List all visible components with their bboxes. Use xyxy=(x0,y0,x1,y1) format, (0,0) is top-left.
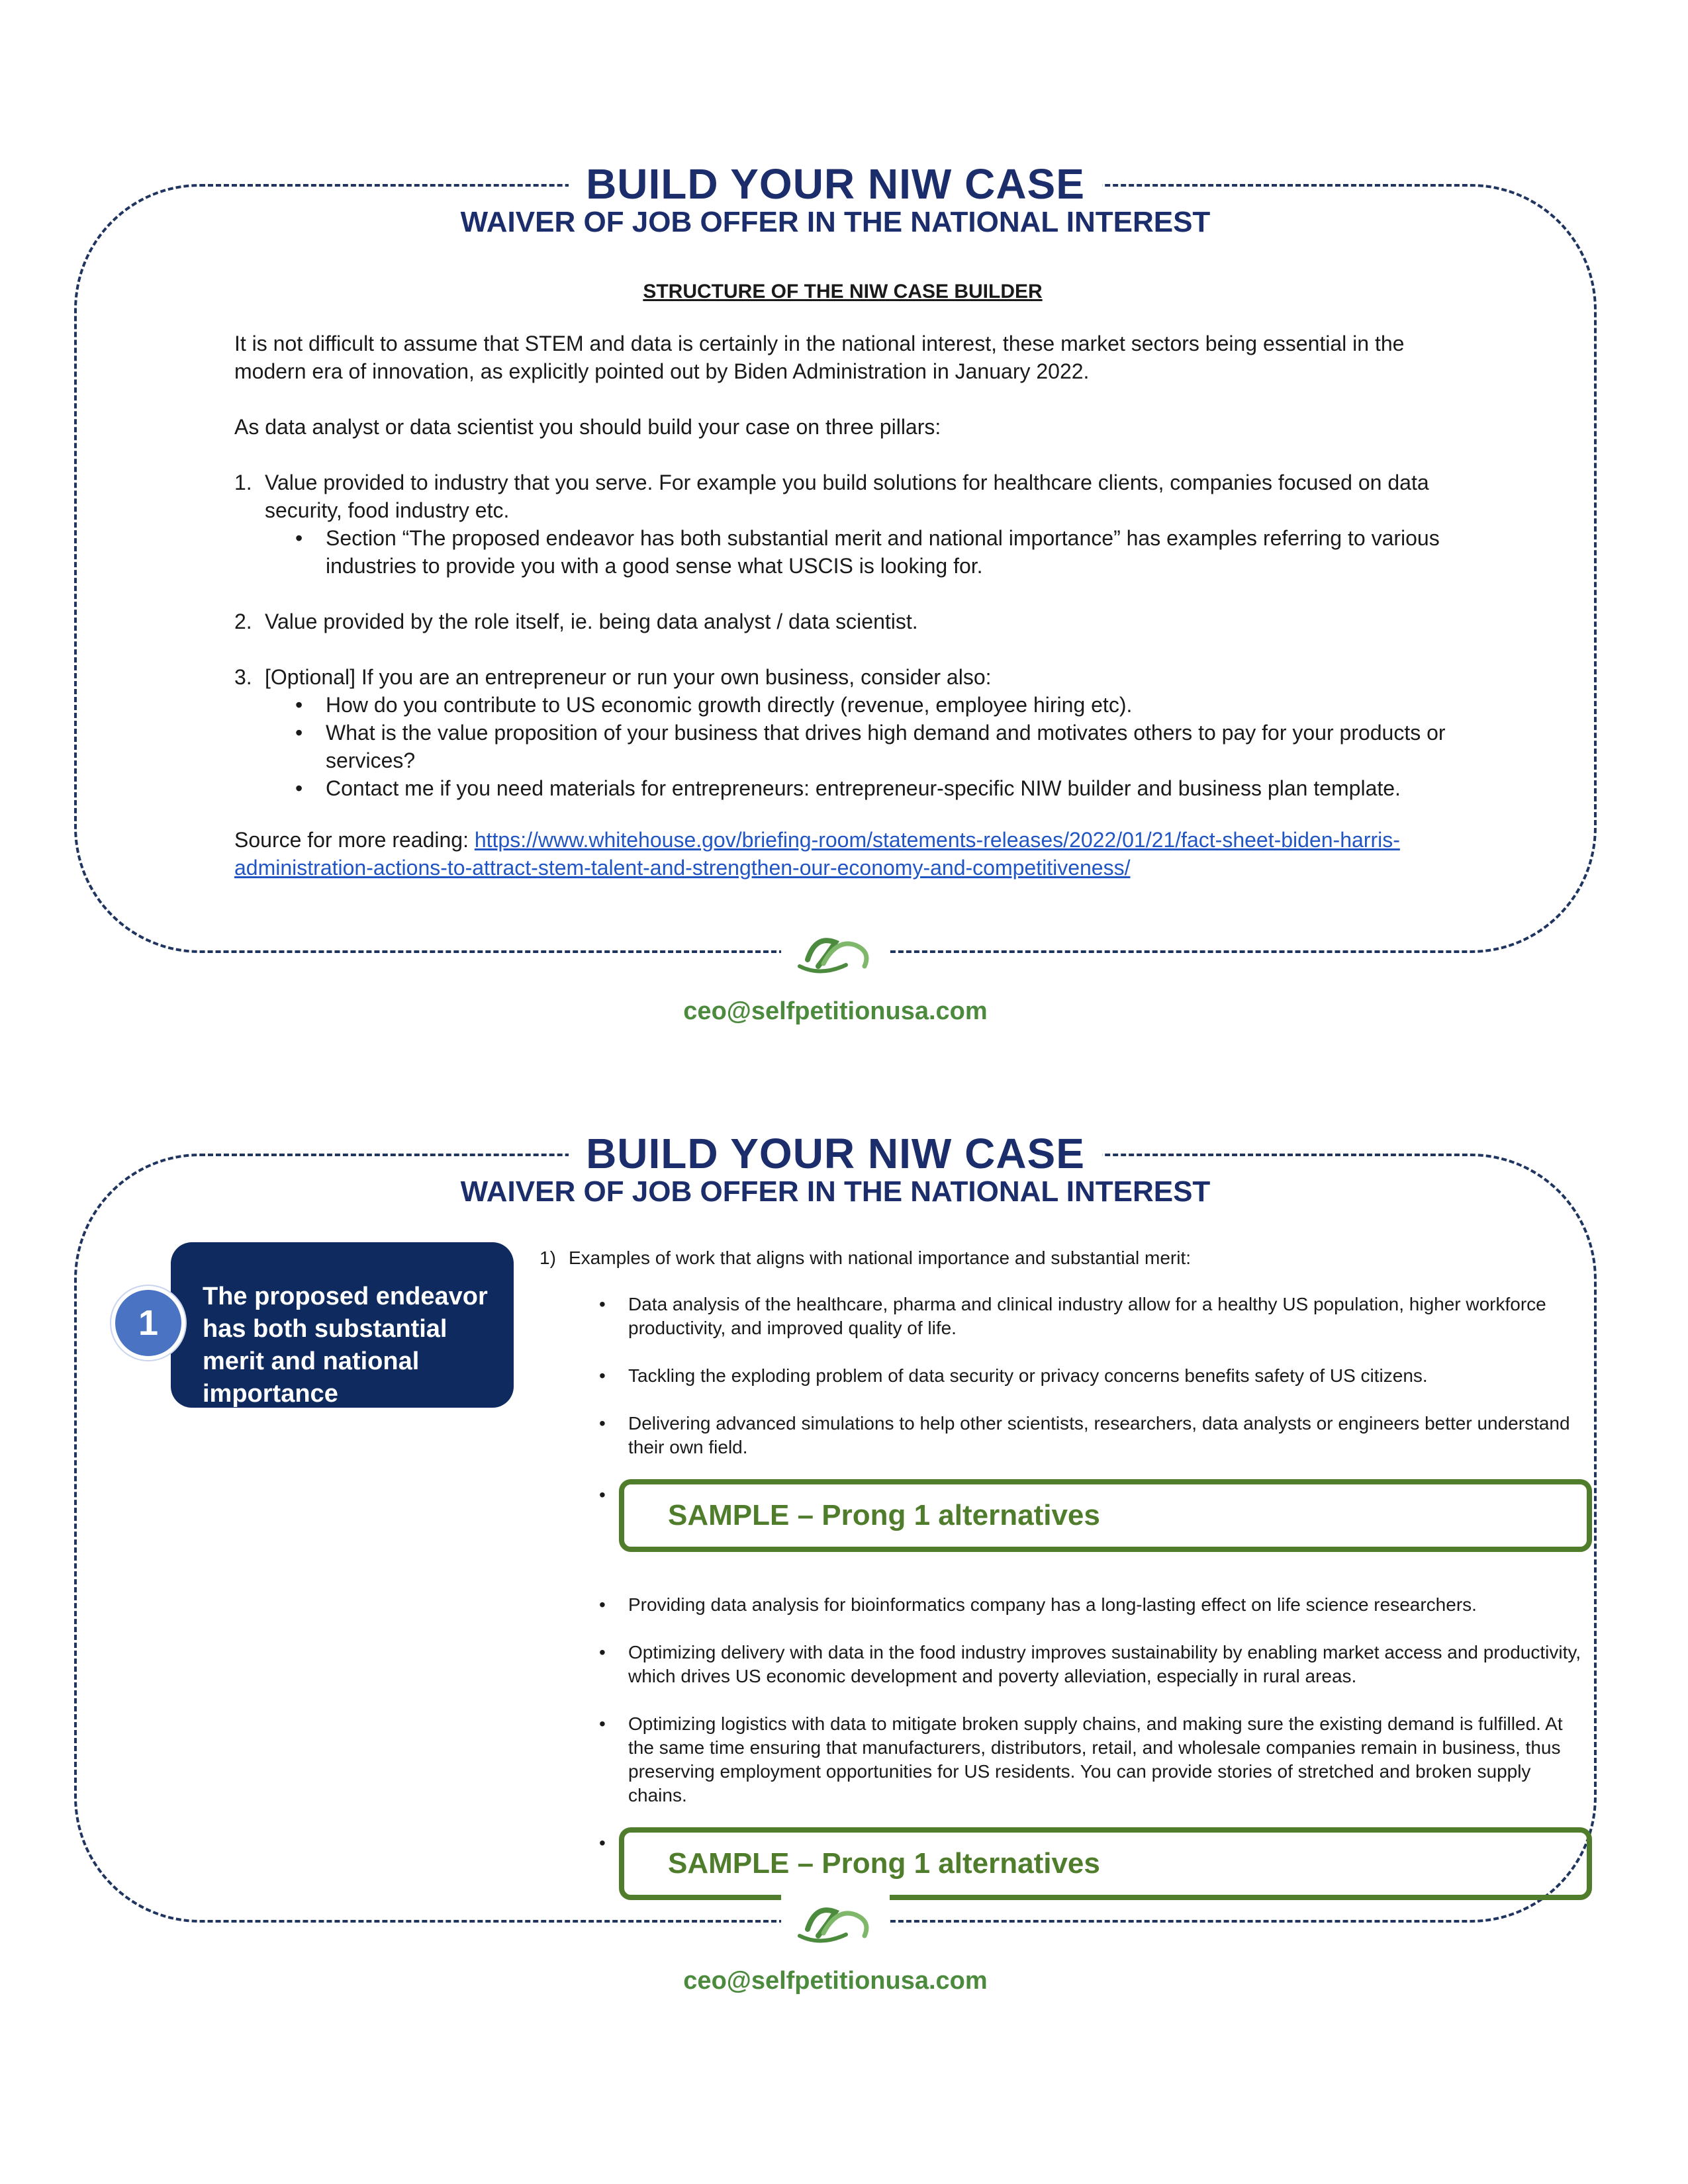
brand-logo-icon xyxy=(781,925,890,981)
pillar-sub-list xyxy=(265,524,1451,580)
card-title: BUILD YOUR NIW CASE xyxy=(569,1128,1102,1179)
examples-intro-text: Examples of work that aligns with national importance and substantial merit: xyxy=(569,1248,1192,1268)
pillar-item xyxy=(234,608,1451,635)
example-item: • Optimizing logistics with data to mitigate broken supply chains, and making sure the existing demand is fulfilled. At the same time ensuring that manufacturers, distributors, retail, and wholesale companies remain in business, thus preserving employment opportunities for US residents. You can provide stories of stretched and broken supply chains. xyxy=(539,1712,1590,1807)
example-item: • Providing data analysis for bioinformatics company has a long-lasting effect on life science researchers. xyxy=(539,1593,1590,1617)
prong-number-badge: 1 xyxy=(111,1286,185,1360)
example-item-sample xyxy=(539,1483,1590,1569)
example-item: • Tackling the exploding problem of data security or privacy concerns benefits safety of US citizens. xyxy=(539,1364,1590,1388)
prong-badge-box: The proposed endeavor has both substantial merit and national importance xyxy=(171,1242,514,1408)
pillar-sub-list xyxy=(265,691,1451,802)
source-link[interactable]: https://www.whitehouse.gov/briefing-room/statements-releases/2022/01/21/fact-sheet-biden-harris-administration-actions-to-attract-stem-talent-and-strengthen-our-economy-and-competitiveness/ xyxy=(234,828,1400,880)
pillar-number: 3. xyxy=(234,665,252,689)
examples-intro xyxy=(539,1246,1590,1270)
pillar-number: 1. xyxy=(234,471,252,494)
card-title: BUILD YOUR NIW CASE xyxy=(569,159,1102,209)
source-label: Source for more reading: xyxy=(234,828,475,852)
examples-number: 1) xyxy=(539,1248,556,1268)
example-item-sample xyxy=(539,1831,1590,1917)
example-item: • Delivering advanced simulations to help other scientists, researchers, data analysts or engineers better understand their own field. xyxy=(539,1412,1590,1459)
pillar-text: [Optional] If you are an entrepreneur or run your own business, consider also: xyxy=(265,665,992,689)
pillars-lead: As data analyst or data scientist you should build your case on three pillars: xyxy=(234,415,941,439)
intro-paragraph: It is not difficult to assume that STEM and data is certainly in the national interest, these market sectors being essential in the modern era of innovation, as explicitly pointed out by Biden Administration in January 2022. xyxy=(234,332,1405,383)
source-line xyxy=(234,826,1451,882)
pillar-item xyxy=(234,469,1451,580)
sample-placeholder-box: • SAMPLE – Prong 1 alternatives xyxy=(619,1827,1592,1900)
contact-email[interactable]: ceo@selfpetitionusa.com xyxy=(683,1967,988,1995)
contact-email[interactable]: ceo@selfpetitionusa.com xyxy=(683,997,988,1025)
pillar-text: Value provided by the role itself, ie. being data analyst / data scientist. xyxy=(265,610,918,633)
example-item: • Data analysis of the healthcare, pharma and clinical industry allow for a healthy US population, higher workforce productivity, and improved quality of life. xyxy=(539,1293,1590,1340)
card-subtitle: WAIVER OF JOB OFFER IN THE NATIONAL INTEREST xyxy=(460,206,1211,238)
sample-placeholder-box: • SAMPLE – Prong 1 alternatives xyxy=(619,1479,1592,1552)
pillar-number: 2. xyxy=(234,610,252,633)
card-body xyxy=(539,1246,1590,1941)
pillar-sub-item: • Section “The proposed endeavor has both substantial merit and national importance” has examples referring to various industries to provide you with a good sense what USCIS is looking for. xyxy=(265,524,1451,580)
pillar-sub-item: • How do you contribute to US economic growth directly (revenue, employee hiring etc). xyxy=(265,691,1451,719)
example-item: • Optimizing delivery with data in the food industry improves sustainability by enabling market access and productivity, which drives US economic development and poverty alleviation, especially in rural areas. xyxy=(539,1641,1590,1688)
examples-list xyxy=(539,1293,1590,1917)
section-heading: STRUCTURE OF THE NIW CASE BUILDER xyxy=(643,281,1043,302)
pillar-text: Value provided to industry that you serve. For example you build solutions for healthcare clients, companies focused on data security, food industry etc. xyxy=(265,471,1429,522)
pillar-sub-item: • Contact me if you need materials for entrepreneurs: entrepreneur-specific NIW builder and business plan template. xyxy=(265,774,1451,802)
niw-card-prong-1 xyxy=(74,1128,1597,1995)
pillar-sub-item: • What is the value proposition of your business that drives high demand and motivates others to pay for your products or services? xyxy=(265,719,1451,774)
pillar-item xyxy=(234,663,1451,802)
card-subtitle: WAIVER OF JOB OFFER IN THE NATIONAL INTEREST xyxy=(460,1175,1211,1208)
brand-logo-icon xyxy=(781,1895,890,1950)
card-body xyxy=(234,278,1451,882)
niw-card-structure xyxy=(74,159,1597,1025)
